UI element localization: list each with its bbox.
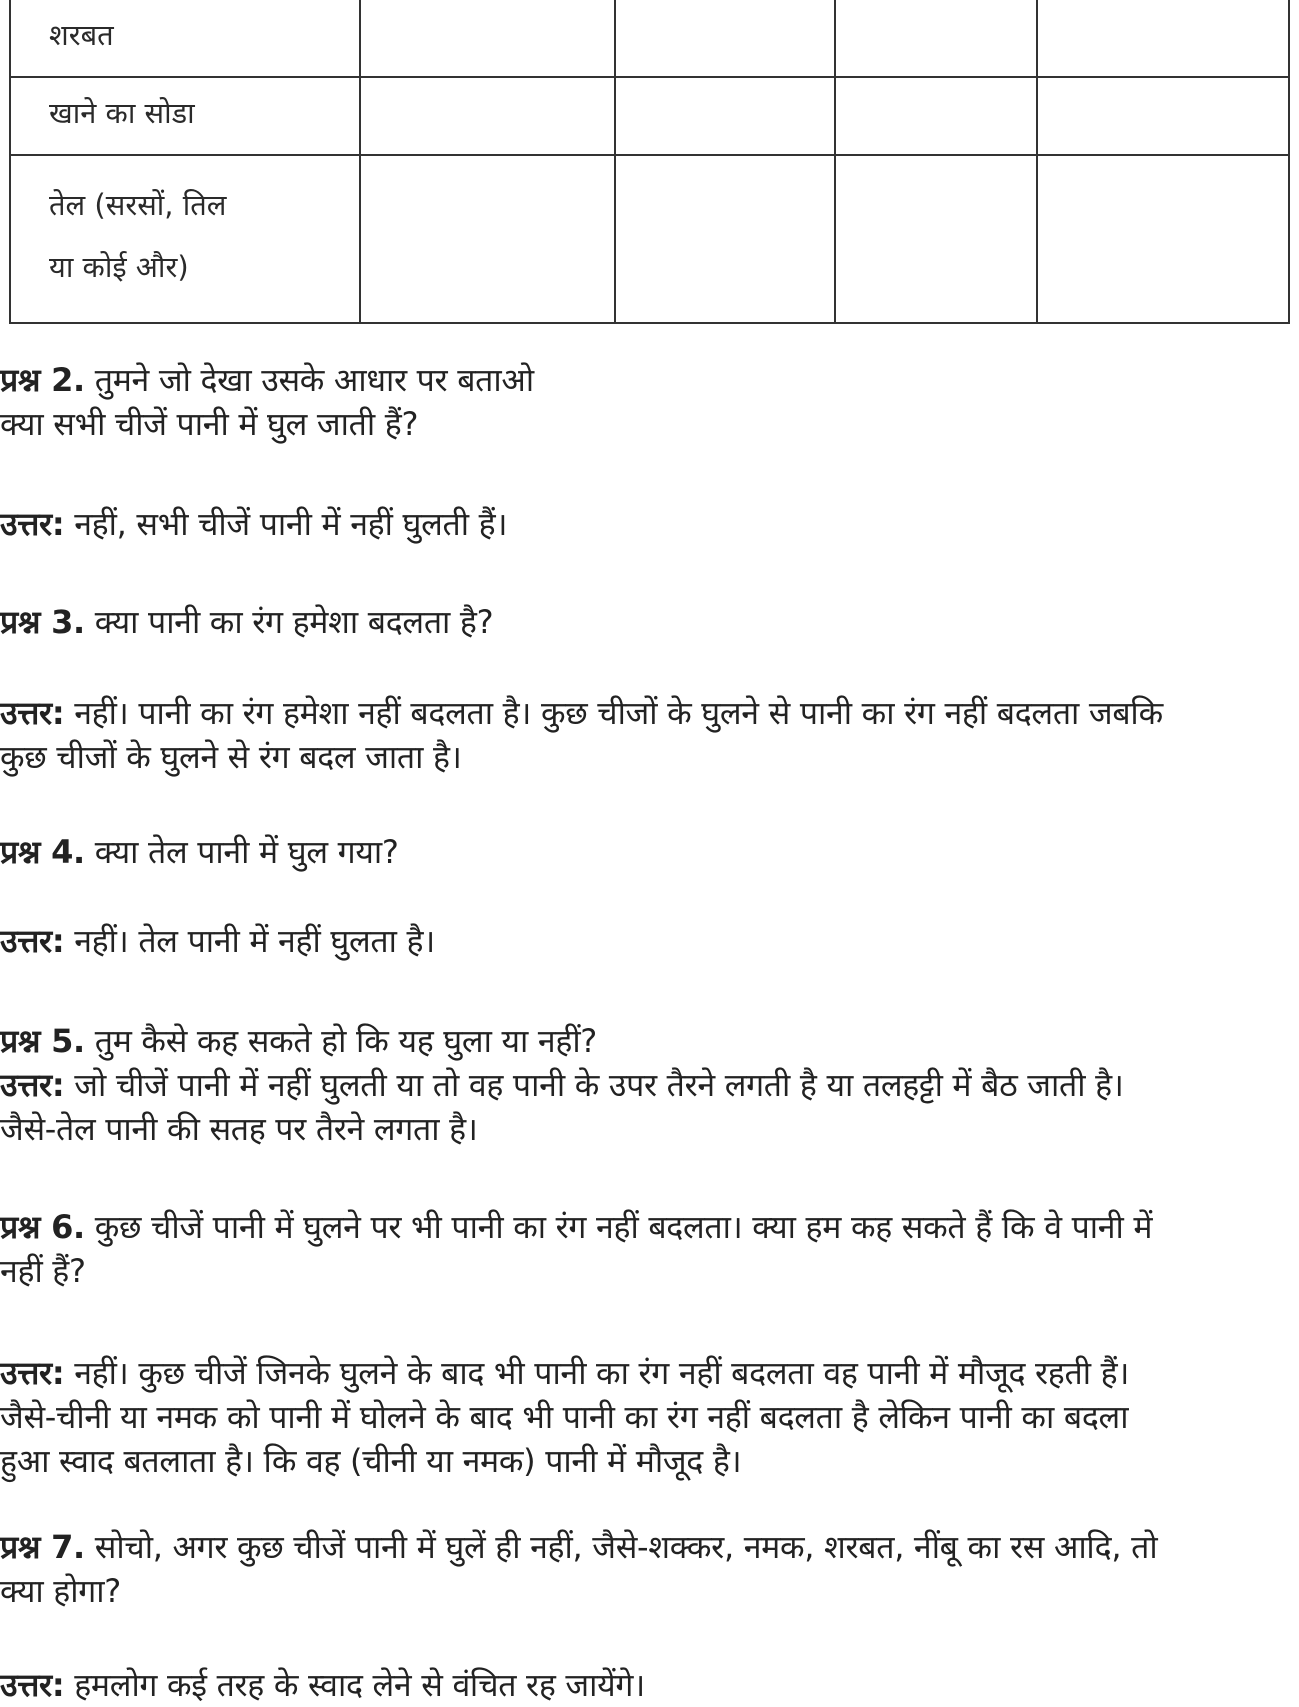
table-cell: [1037, 77, 1289, 155]
question-7: [0, 1525, 1295, 1613]
question-text: क्या तेल पानी में घुल गया?: [84, 833, 399, 871]
table-cell: [835, 0, 1037, 77]
answer-label: उत्तर:: [0, 1066, 65, 1104]
table-cell-item: [10, 155, 360, 323]
question-line: [0, 830, 1295, 874]
table-cell: [835, 155, 1037, 323]
answer-label: उत्तर:: [0, 1354, 65, 1392]
question-4: [0, 830, 1295, 874]
question-line: [0, 358, 1295, 402]
answer-line: जैसे-तेल पानी की सतह पर तैरने लगता है।: [0, 1110, 478, 1148]
answer-line: हुआ स्वाद बतलाता है। कि वह (चीनी या नमक) पानी में मौजूद है।: [0, 1442, 742, 1480]
answer-label: उत्तर:: [0, 1666, 65, 1704]
answer-line: [0, 919, 1295, 963]
question-3: [0, 600, 1295, 644]
answer-label: उत्तर:: [0, 922, 65, 960]
table-cell-item-line: या कोई और): [49, 250, 189, 284]
question-line: [0, 600, 1295, 644]
question-label: प्रश्न 6.: [0, 1208, 85, 1246]
table-cell: [615, 0, 835, 77]
table-cell: [360, 77, 615, 155]
question-label: प्रश्न 4.: [0, 833, 85, 871]
question-line: [0, 1019, 1295, 1063]
question-label: प्रश्न 5.: [0, 1022, 85, 1060]
question-text: कुछ चीजें पानी में घुलने पर भी पानी का रंग नहीं बदलता। क्या हम कह सकते हैं कि वे पानी में: [84, 1208, 1153, 1246]
answer-text: नहीं। कुछ चीजें जिनके घुलने के बाद भी पानी का रंग नहीं बदलता वह पानी में मौजूद रहती हैं।: [64, 1354, 1130, 1392]
answer-text: नहीं। तेल पानी में नहीं घुलता है।: [64, 922, 435, 960]
table-cell: [360, 0, 615, 77]
question-text: सोचो, अगर कुछ चीजें पानी में घुलें ही नहीं, जैसे-शक्कर, नमक, शरबत, नींबू का रस आदि, तो: [84, 1528, 1158, 1566]
answer-7: [0, 1663, 1295, 1707]
table-cell-item-line: तेल (सरसों, तिल: [49, 188, 227, 222]
table-row: [10, 0, 1289, 77]
question-line: [0, 1205, 1295, 1249]
question-6: [0, 1205, 1295, 1293]
question-label: प्रश्न 3.: [0, 603, 85, 641]
observation-table: [9, 0, 1290, 324]
question-line: क्या सभी चीजें पानी में घुल जाती हैं?: [0, 405, 419, 443]
question-label: प्रश्न 2.: [0, 361, 85, 399]
answer-line: कुछ चीजों के घुलने से रंग बदल जाता है।: [0, 738, 462, 776]
question-label: प्रश्न 7.: [0, 1528, 85, 1566]
answer-line: [0, 1063, 1295, 1107]
question-line: नहीं हैं?: [0, 1252, 86, 1290]
question-text: क्या पानी का रंग हमेशा बदलता है?: [84, 603, 494, 641]
question-text: तुम कैसे कह सकते हो कि यह घुला या नहीं?: [84, 1022, 597, 1060]
table-cell: [1037, 0, 1289, 77]
answer-line: [0, 502, 1295, 546]
answer-6: [0, 1351, 1295, 1483]
answer-4: [0, 919, 1295, 963]
table-cell: [615, 77, 835, 155]
answer-text: हमलोग कई तरह के स्वाद लेने से वंचित रह जायेंगे।: [64, 1666, 645, 1704]
table-row: [10, 77, 1289, 155]
table-row: [10, 155, 1289, 323]
table-cell: [615, 155, 835, 323]
question-5: [0, 1019, 1295, 1151]
table-cell: [360, 155, 615, 323]
answer-label: उत्तर:: [0, 505, 65, 543]
table-cell-item: खाने का सोडा: [10, 77, 360, 155]
answer-line: [0, 691, 1295, 735]
table-cell-item: शरबत: [10, 0, 360, 77]
question-2: [0, 358, 1295, 446]
answer-line: जैसे-चीनी या नमक को पानी में घोलने के बाद भी पानी का रंग नहीं बदलता है लेकिन पानी का बदला: [0, 1398, 1129, 1436]
answer-line: [0, 1663, 1295, 1707]
answer-text: जो चीजें पानी में नहीं घुलती या तो वह पानी के उपर तैरने लगती है या तलहट्टी में बैठ जाती है।: [64, 1066, 1124, 1104]
table-cell: [1037, 155, 1289, 323]
question-line: [0, 1525, 1295, 1569]
answer-text: नहीं। पानी का रंग हमेशा नहीं बदलता है। कुछ चीजों के घुलने से पानी का रंग नहीं बदलता जबकि: [64, 694, 1163, 732]
answer-text: नहीं, सभी चीजें पानी में नहीं घुलती हैं।: [64, 505, 508, 543]
answer-line: [0, 1351, 1295, 1395]
answer-label: उत्तर:: [0, 694, 65, 732]
table-cell: [835, 77, 1037, 155]
question-line: क्या होगा?: [0, 1572, 121, 1610]
answer-3: [0, 691, 1295, 779]
question-text: तुमने जो देखा उसके आधार पर बताओ: [84, 361, 534, 399]
answer-2: [0, 502, 1295, 546]
